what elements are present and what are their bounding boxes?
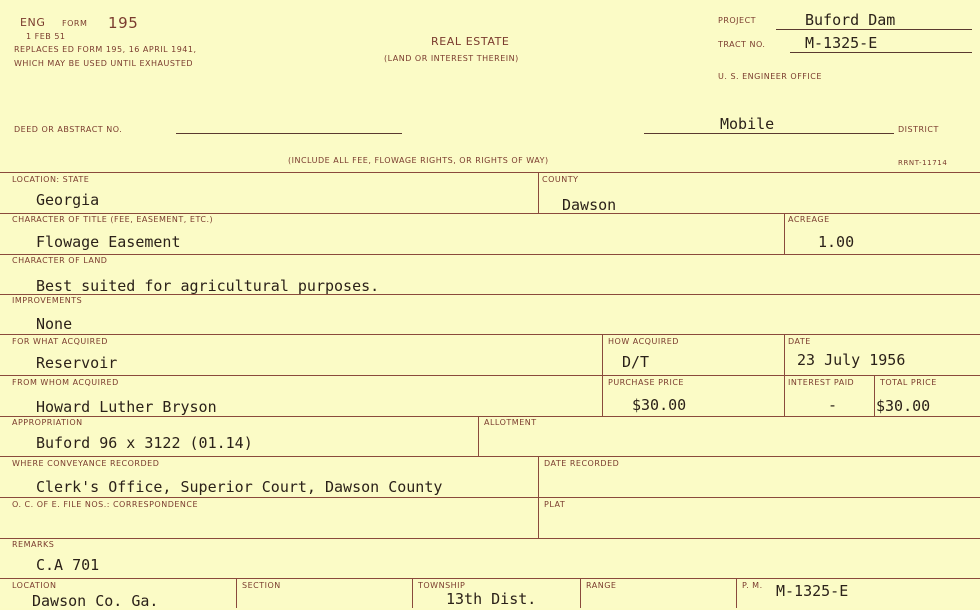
date-label: DATE <box>788 337 811 346</box>
deed-underline <box>176 133 402 134</box>
purchase-price-label: PURCHASE PRICE <box>608 378 684 387</box>
date-recorded-label: DATE RECORDED <box>544 459 620 468</box>
acreage-value: 1.00 <box>818 233 855 251</box>
engineer-office: U. S. ENGINEER OFFICE <box>718 72 822 81</box>
location-state-label: LOCATION: STATE <box>12 175 90 184</box>
project-label: PROJECT <box>718 16 757 25</box>
grid-line <box>784 334 785 416</box>
grid-line <box>0 334 980 335</box>
replaces-line2: WHICH MAY BE USED UNTIL EXHAUSTED <box>14 59 194 68</box>
appropriation-value: Buford 96 x 3122 (01.14) <box>36 434 253 452</box>
from-whom-label: FROM WHOM ACQUIRED <box>12 378 119 387</box>
character-title-label: CHARACTER OF TITLE (FEE, EASEMENT, ETC.) <box>12 215 214 224</box>
total-price-value: $30.00 <box>876 397 931 415</box>
range-label: RANGE <box>586 581 617 590</box>
pm-value: M-1325-E <box>776 582 849 600</box>
form-eng: ENG <box>20 16 46 29</box>
grid-line <box>0 172 980 173</box>
location-state-value: Georgia <box>36 191 100 209</box>
grid-line <box>0 497 980 498</box>
grid-line <box>538 456 539 538</box>
district-value: Mobile <box>720 115 775 133</box>
location-value: Dawson Co. Ga. <box>32 592 159 610</box>
acreage-label: ACREAGE <box>788 215 830 224</box>
grid-line <box>784 213 785 254</box>
tract-label: TRACT NO. <box>718 40 766 49</box>
district-underline <box>644 133 894 134</box>
how-acquired-value: D/T <box>622 353 650 371</box>
interest-paid-label: INTEREST PAID <box>788 378 855 387</box>
date-value: 23 July 1956 <box>797 351 906 369</box>
improvements-label: IMPROVEMENTS <box>12 296 83 305</box>
tract-value: M-1325-E <box>805 34 878 52</box>
allotment-label: ALLOTMENT <box>484 418 537 427</box>
remarks-label: REMARKS <box>12 540 55 549</box>
interest-paid-value: - <box>828 396 838 414</box>
how-acquired-label: HOW ACQUIRED <box>608 337 679 346</box>
form-date: 1 FEB 51 <box>26 32 66 41</box>
plat-label: PLAT <box>544 500 566 509</box>
township-value: 13th Dist. <box>446 590 537 608</box>
purchase-price-value: $30.00 <box>632 396 687 414</box>
character-title-value: Flowage Easement <box>36 233 181 251</box>
file-nos-label: O. C. OF E. FILE NOS.: CORRESPONDENCE <box>12 500 199 509</box>
township-label: TOWNSHIP <box>418 581 466 590</box>
project-value: Buford Dam <box>805 11 896 29</box>
replaces-line1: REPLACES ED FORM 195, 16 APRIL 1941, <box>14 45 197 54</box>
grid-line <box>538 172 539 213</box>
character-land-value: Best suited for agricultural purposes. <box>36 277 380 295</box>
conveyance-value: Clerk's Office, Superior Court, Dawson County <box>36 478 443 496</box>
for-what-label: FOR WHAT ACQUIRED <box>12 337 108 346</box>
project-underline <box>776 29 972 30</box>
form-label: FORM <box>62 19 88 28</box>
grid-line <box>478 416 479 456</box>
grid-line <box>236 578 237 608</box>
character-land-label: CHARACTER OF LAND <box>12 256 108 265</box>
for-what-value: Reservoir <box>36 354 118 372</box>
grid-line <box>0 578 980 579</box>
form-number: 195 <box>108 14 139 32</box>
grid-line <box>0 416 980 417</box>
appropriation-label: APPROPRIATION <box>12 418 83 427</box>
grid-line <box>0 456 980 457</box>
from-whom-value: Howard Luther Bryson <box>36 398 217 416</box>
form-title: REAL ESTATE <box>431 35 510 48</box>
grid-line <box>874 375 875 416</box>
pm-label: P. M. <box>742 581 763 590</box>
improvements-value: None <box>36 315 73 333</box>
grid-line <box>0 538 980 539</box>
county-value: Dawson <box>562 196 617 214</box>
remarks-value: C.A 701 <box>36 556 100 574</box>
location-label: LOCATION <box>12 581 57 590</box>
conveyance-label: WHERE CONVEYANCE RECORDED <box>12 459 160 468</box>
deed-label: DEED OR ABSTRACT NO. <box>14 125 123 134</box>
grid-line <box>580 578 581 608</box>
tract-underline <box>790 52 972 53</box>
grid-line <box>0 213 980 214</box>
district-label: DISTRICT <box>898 125 939 134</box>
grid-line <box>602 334 603 416</box>
form-code: RRNT-11714 <box>898 159 948 167</box>
total-price-label: TOTAL PRICE <box>880 378 937 387</box>
include-note: (INCLUDE ALL FEE, FLOWAGE RIGHTS, OR RIGHTS OF WAY) <box>288 156 549 165</box>
section-label: SECTION <box>242 581 281 590</box>
grid-line <box>0 375 980 376</box>
county-label: COUNTY <box>542 175 579 184</box>
grid-line <box>0 254 980 255</box>
form-subtitle: (LAND OR INTEREST THEREIN) <box>384 54 519 63</box>
grid-line <box>736 578 737 608</box>
grid-line <box>412 578 413 608</box>
